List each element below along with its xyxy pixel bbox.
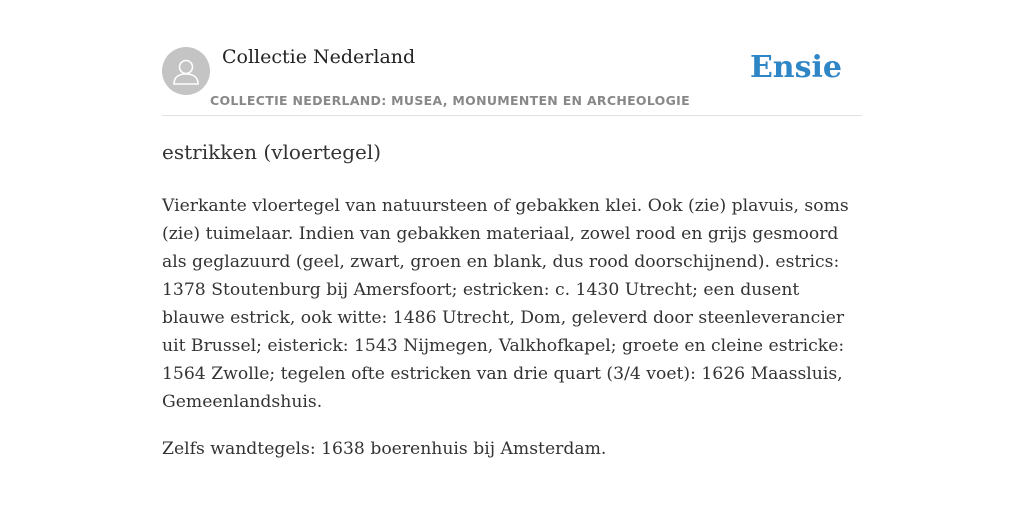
entry-body xyxy=(162,192,862,463)
source-label[interactable]: COLLECTIE NEDERLAND: MUSEA, MONUMENTEN EN ARCHEOLOGIE xyxy=(210,93,690,108)
entry-title: estrikken (vloertegel) xyxy=(162,140,382,164)
brand-logo[interactable]: Ensie xyxy=(749,50,842,85)
entry-paragraph: Vierkante vloertegel van natuursteen of gebakken klei. Ook (zie) plavuis, soms (zie) tuimelaar. Indien van gebakken materiaal, zowel rood en grijs gesmoord als geglazuurd (geel, zwart, groen en blank, dus rood doorschijnend). estrics: 1378 Stoutenburg bij Amersfoort; estricken: c. 1430 Utrecht; een dusent blauwe estrick, ook witte: 1486 Utrecht, Dom, geleverd door steenleverancier uit Brussel; eisterick: 1543 Nijmegen, Valkhofkapel; groete en cleine estricke: 1564 Zwolle; tegelen ofte estricken van drie quart (3/4 voet): 1626 Maassluis, Gemeenlandshuis. xyxy=(162,196,849,412)
entry-paragraph: Zelfs wandtegels: 1638 boerenhuis bij Amsterdam. xyxy=(162,439,607,459)
header xyxy=(162,44,862,116)
avatar[interactable] xyxy=(162,47,210,95)
user-silhouette-icon xyxy=(162,47,210,95)
author-name[interactable]: Collectie Nederland xyxy=(222,46,416,68)
